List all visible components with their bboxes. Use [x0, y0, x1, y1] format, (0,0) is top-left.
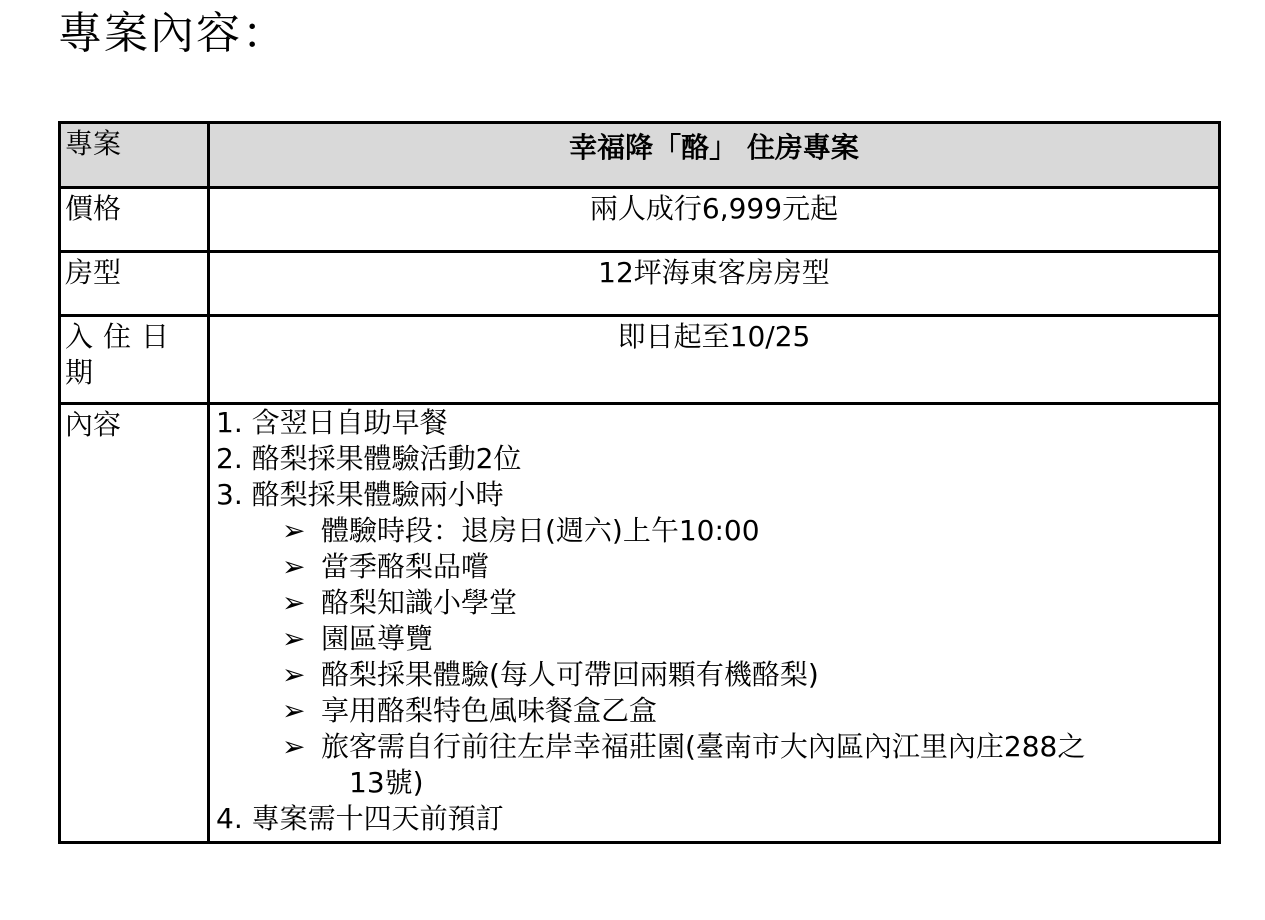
- sub-item-text: 享用酪梨特色風味餐盒乙盒: [321, 694, 658, 727]
- arrow-bullet-icon: ➢: [282, 694, 306, 727]
- page-title: 專案內容：: [58, 8, 288, 59]
- sub-item-text: 當季酪梨品嚐: [321, 550, 490, 583]
- sub-item-text-continued: 13號): [349, 766, 424, 799]
- sub-item-text: 酪梨知識小學堂: [321, 586, 518, 619]
- list-item: 4. 專案需十四天前預訂: [216, 802, 504, 835]
- arrow-bullet-icon: ➢: [282, 622, 306, 655]
- table-row-stay-dates: [60, 316, 1220, 404]
- table-row-price: [60, 188, 1220, 252]
- sub-item-text: 酪梨採果體驗(每人可帶回兩顆有機酪梨): [321, 658, 819, 691]
- table-row-room-type: [60, 252, 1220, 316]
- table-row-content: [60, 404, 1220, 843]
- arrow-bullet-icon: ➢: [282, 730, 306, 763]
- sub-list-item: [216, 729, 1214, 801]
- activity-sub-list: [216, 513, 1214, 801]
- arrow-bullet-icon: ➢: [282, 550, 306, 583]
- content-label: 內容: [60, 404, 209, 843]
- sub-item-text: 體驗時段：退房日(週六)上午10:00: [321, 514, 760, 547]
- arrow-bullet-icon: ➢: [282, 586, 306, 619]
- plan-name: 幸福降「酪」 住房專案: [209, 123, 1220, 188]
- arrow-bullet-icon: ➢: [282, 658, 306, 691]
- stay-dates-value: 即日起至10/25: [209, 316, 1220, 404]
- sub-item-text: 園區導覽: [321, 622, 434, 655]
- content-cell: [209, 404, 1220, 843]
- price-value: 兩人成行6,999元起: [209, 188, 1220, 252]
- list-item: 2. 酪梨採果體驗活動2位: [216, 442, 522, 475]
- room-type-value: 12坪海東客房房型: [209, 252, 1220, 316]
- sub-list-item: [216, 657, 1214, 693]
- stay-dates-label: 入住日期: [60, 316, 209, 404]
- sub-list-item: [216, 621, 1214, 657]
- plan-label: 專案: [60, 123, 209, 188]
- arrow-bullet-icon: ➢: [282, 514, 306, 547]
- sub-list-item: [216, 513, 1214, 549]
- room-type-label: 房型: [60, 252, 209, 316]
- list-item: 3. 酪梨採果體驗兩小時: [216, 478, 504, 511]
- price-label: 價格: [60, 188, 209, 252]
- sub-list-item: [216, 549, 1214, 585]
- table-row-plan: [60, 123, 1220, 188]
- sub-item-text: 旅客需自行前往左岸幸福莊園(臺南市大內區內江里內庄288之: [321, 730, 1086, 763]
- plan-details-table: [58, 121, 1221, 844]
- sub-list-item: [216, 693, 1214, 729]
- list-item: 1. 含翌日自助早餐: [216, 406, 448, 439]
- sub-list-item: [216, 585, 1214, 621]
